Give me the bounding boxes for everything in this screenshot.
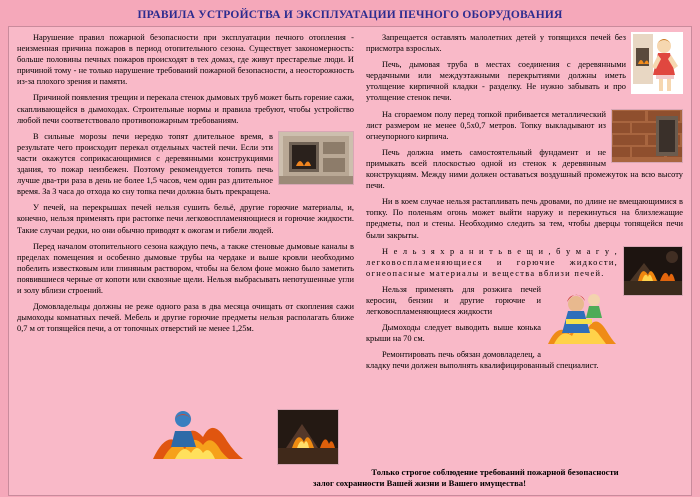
paragraph: Перед началом отопительного сезона каждую печь, а также стеновые дымовые каналы в пределах помещения и особенно дымовые трубы на чердаке и выше кровли необходимо побелить известковым или глиняным раствором, чтобы на белом фоне можно было заметить появившиеся черные от копоти или сквозные щели. Нельзя выбрасывать непотушенные угли и золу вблизи строений. bbox=[17, 241, 354, 295]
firefighter-with-child-illustration bbox=[546, 284, 618, 348]
flames-illustration bbox=[149, 399, 269, 461]
burning-house-photo bbox=[623, 246, 683, 296]
footer-line-1: Только строгое соблюдение требований пожарной безопасности bbox=[371, 466, 619, 477]
paragraph: Дымоходы следует выводить выше конька крыши на 70 см. bbox=[365, 323, 541, 344]
paragraph: Запрещается оставлять малолетних детей у топящихся печей без присмотра взрослых. bbox=[365, 33, 626, 54]
paragraph: Ремонтировать печь обязан домовладелец, а кладку печи должен выполнять квалифицированный специалист. bbox=[365, 350, 599, 371]
content-frame bbox=[8, 26, 692, 496]
brick-oven-photo bbox=[278, 131, 354, 185]
footer-line-2: залог сохранности Вашей жизни и Вашего имущества! bbox=[313, 477, 526, 488]
paragraph: У печей, на перекрышах печей нельзя сушить бельё, другие горючие материалы, и, конечно, нельзя применять при растопке печи легковоспламеняющиеся и горючие жидкости. Такие случаи редки, но они обычно приводят к ожогам и гибели людей. bbox=[17, 203, 354, 235]
footer-note bbox=[309, 467, 681, 489]
paragraph: В сильные морозы печи нередко топят длительное время, в результате чего происходит перекал отдельных частей печи. Если эти части окажутся соприкасающимися с деревянными конструкциями здания, то пожар неизбежен. Поэтому рекомендуется топить печь лучше два-три раза в день не более 1,5 часов, чем один раз длительное время. За 3 часа до отхода ко сну топка печи должна быть прекращена. bbox=[17, 131, 273, 197]
girl-near-stove-illustration bbox=[631, 32, 683, 94]
brick-chimney-photo bbox=[611, 109, 683, 163]
paragraph: Причиной появления трещин и перекала стенок дымовых труб может быть горение сажи, скапливающейся в дымоходах. Строительные нормы и правила требуют, чтобы устройство любой печи соответствовало противопожарным требованиям. bbox=[17, 93, 354, 125]
paragraph: Домовладельцы должны не реже одного раза в два месяца очищать от скопления сажи дымоходы комнатных печей. Мебель и другие горючие предметы нельзя располагать ближе 0,7 м от топящейся печи, а от топочных отверстий не менее 1,25м. bbox=[17, 302, 354, 334]
paragraph: Печь, дымовая труба в местах соединения с деревянными чердачными или междуэтажными перекрытиями должны иметь утолщение кирпичной кладки - разделку. Не нужно забывать и про утолщение стенок печи. bbox=[365, 60, 626, 103]
paragraph: Ни в коем случае нельзя растапливать печь дровами, по длине не вмещающимися в топку. По поленьям огонь может выйти наружу и перекинуться на близлежащие предметы, пол и стены. Необходимо следить за тем, чтобы дверцы топящейся печи были закрыты. bbox=[365, 197, 683, 240]
two-column-layout bbox=[9, 27, 691, 495]
page-title: ПРАВИЛА УСТРОЙСТВА И ЭКСПЛУАТАЦИИ ПЕЧНОГО ОБОРУДОВАНИЯ bbox=[137, 9, 563, 21]
paragraph: На сгораемом полу перед топкой прибивается металлический лист размером не менее 0,5х0,7 метров. Топку выкладывают из огнеупорного кирпича. bbox=[365, 109, 606, 141]
paragraph: Н е л ь з я х р а н и т ь в е щ и , б у м а г у , легковоспламеняющиеся и горючие жидкости, огнеопасные материалы и вещества вблизи печей. bbox=[365, 246, 618, 278]
paragraph: Нарушение правил пожарной безопасности при эксплуатации печного отопления - неизменная причина пожаров в период отопительного сезона. Существует закономерность: больше половины печных пожаров происходят в тех домах, где живут престарелые люди. И причиной тому - не только нарушение требований пожарной безопасности, а неосторожность из-за плохого зрения и памяти. bbox=[17, 33, 354, 87]
right-column bbox=[360, 27, 691, 495]
paragraph: Нельзя применять для розжига печей керосин, бензин и другие горючие и легковоспламеняющиеся жидкости bbox=[365, 284, 541, 317]
house-on-fire-photo bbox=[277, 409, 339, 465]
paragraph: Печь должна иметь самостоятельный фундамент и не примыкать всей плоскостью одной из стенок к деревянным конструкциям. Между ними должен оставаться воздушный промежуток на всю высоту печи. bbox=[365, 147, 683, 191]
